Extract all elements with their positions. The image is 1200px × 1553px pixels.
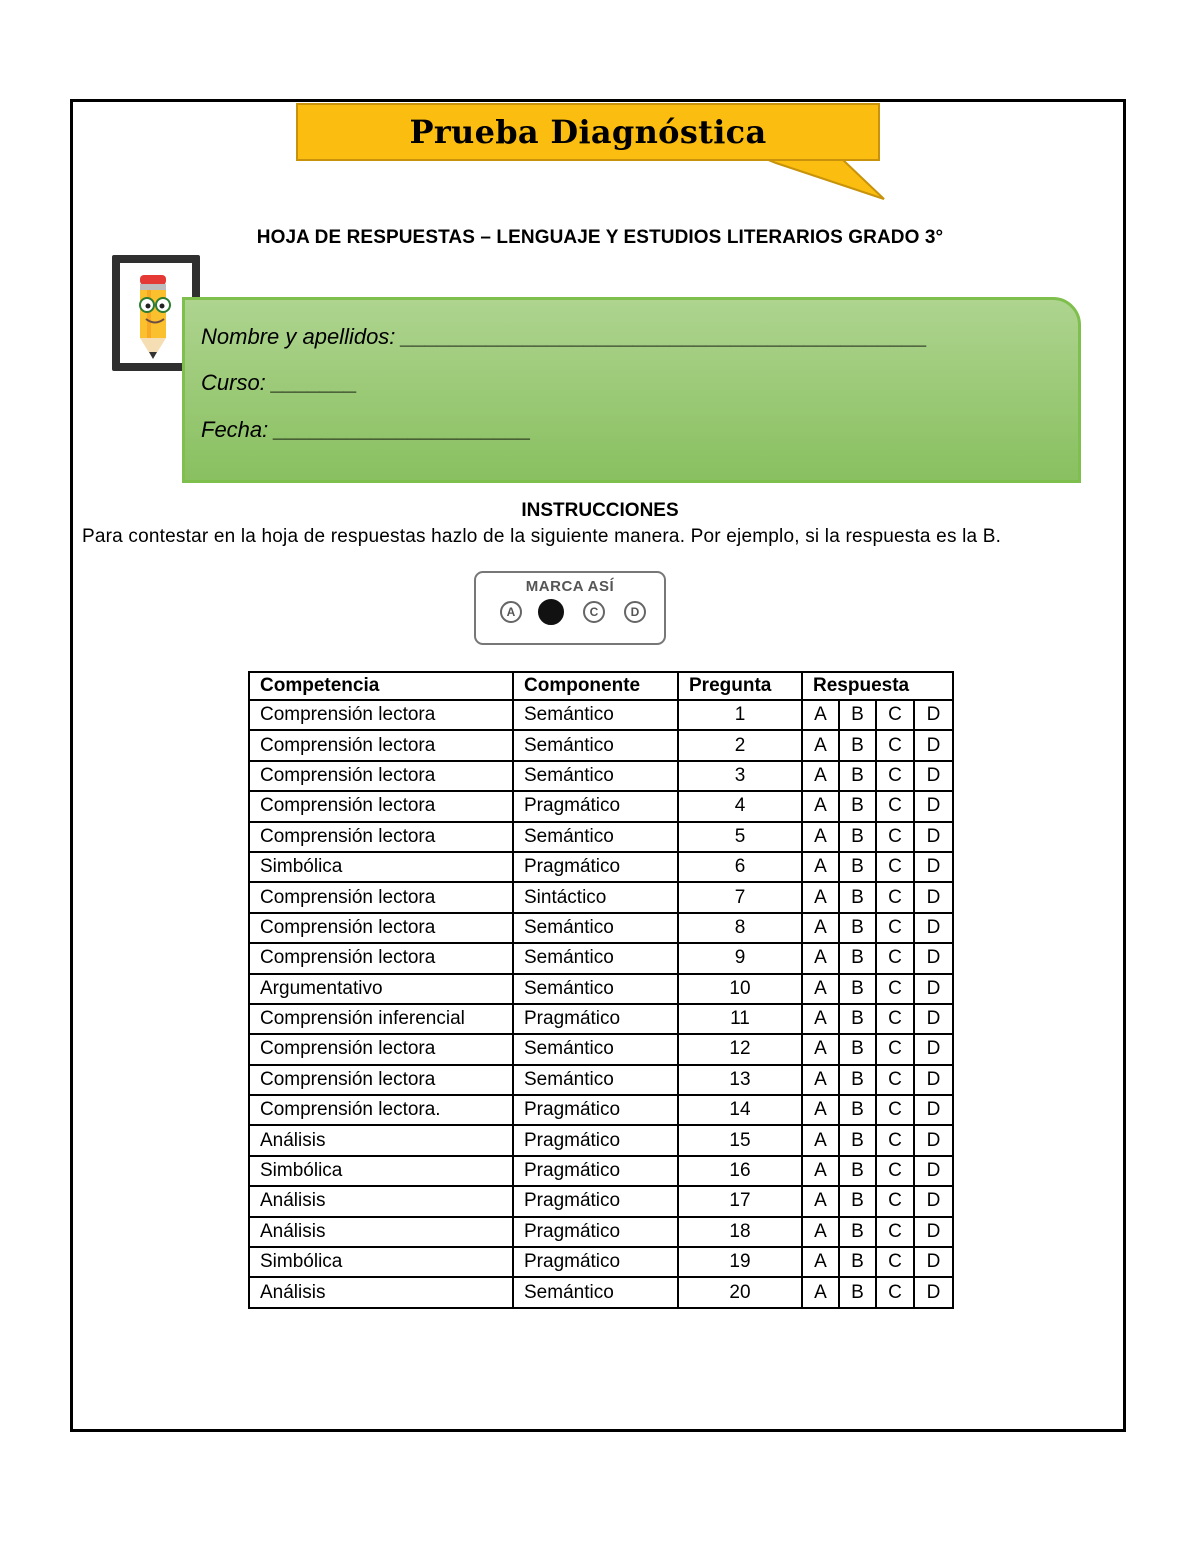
table-row <box>249 1095 953 1125</box>
answer-option-c[interactable]: C <box>876 1095 914 1125</box>
answer-option-a[interactable]: A <box>802 1186 839 1216</box>
answer-option-b[interactable]: B <box>839 1004 876 1034</box>
competencia-cell: Comprensión lectora <box>249 730 513 760</box>
answer-option-a[interactable]: A <box>802 700 839 730</box>
answer-option-b[interactable]: B <box>839 1065 876 1095</box>
pregunta-cell: 20 <box>678 1277 802 1307</box>
answer-table <box>248 671 954 1309</box>
answer-option-d[interactable]: D <box>914 700 953 730</box>
answer-option-c[interactable]: C <box>876 1156 914 1186</box>
example-mark-label: MARCA ASÍ <box>525 578 615 595</box>
answer-option-c[interactable]: C <box>876 791 914 821</box>
banner-box <box>296 103 880 161</box>
table-row <box>249 822 953 852</box>
pregunta-cell: 19 <box>678 1247 802 1277</box>
title-banner <box>296 103 886 203</box>
componente-cell: Pragmático <box>513 852 678 882</box>
componente-cell: Pragmático <box>513 1186 678 1216</box>
componente-cell: Semántico <box>513 943 678 973</box>
student-info-box <box>182 297 1081 483</box>
answer-option-d[interactable]: D <box>914 1277 953 1307</box>
answer-option-b[interactable]: B <box>839 943 876 973</box>
competencia-cell: Comprensión lectora. <box>249 1095 513 1125</box>
table-row <box>249 1156 953 1186</box>
componente-cell: Pragmático <box>513 1156 678 1186</box>
answer-option-a[interactable]: A <box>802 943 839 973</box>
table-header-row <box>249 672 953 700</box>
answer-option-d[interactable]: D <box>914 1034 953 1064</box>
banner-tail-shape <box>766 159 886 203</box>
answer-option-b[interactable]: B <box>839 1034 876 1064</box>
componente-cell: Sintáctico <box>513 882 678 912</box>
answer-option-a[interactable]: A <box>802 913 839 943</box>
answer-option-c[interactable]: C <box>876 822 914 852</box>
answer-option-c[interactable]: C <box>876 1065 914 1095</box>
componente-cell: Semántico <box>513 730 678 760</box>
answer-option-b[interactable]: B <box>839 730 876 760</box>
table-row <box>249 1247 953 1277</box>
example-bubble-c: C <box>583 601 605 623</box>
header-respuesta: Respuesta <box>802 672 953 700</box>
competencia-cell: Comprensión lectora <box>249 913 513 943</box>
date-field[interactable]: Fecha: _____________________ <box>201 417 532 442</box>
table-row <box>249 1186 953 1216</box>
answer-option-b[interactable]: B <box>839 1277 876 1307</box>
answer-option-d[interactable]: D <box>914 1095 953 1125</box>
competencia-cell: Análisis <box>249 1277 513 1307</box>
answer-option-a[interactable]: A <box>802 1247 839 1277</box>
answer-option-b[interactable]: B <box>839 761 876 791</box>
answer-option-b[interactable]: B <box>839 822 876 852</box>
sheet-title: HOJA DE RESPUESTAS – LENGUAJE Y ESTUDIOS LITERARIOS GRADO 3° <box>256 227 944 248</box>
table-row <box>249 1004 953 1034</box>
answer-option-a[interactable]: A <box>802 1125 839 1155</box>
answer-option-c[interactable]: C <box>876 1217 914 1247</box>
answer-option-d[interactable]: D <box>914 1247 953 1277</box>
competencia-cell: Comprensión lectora <box>249 791 513 821</box>
answer-option-b[interactable]: B <box>839 1095 876 1125</box>
pregunta-cell: 16 <box>678 1156 802 1186</box>
pregunta-cell: 2 <box>678 730 802 760</box>
example-bubble-d: D <box>624 601 646 623</box>
answer-option-d[interactable]: D <box>914 882 953 912</box>
answer-option-a[interactable]: A <box>802 1277 839 1307</box>
table-body <box>249 700 953 1308</box>
answer-option-a[interactable]: A <box>802 852 839 882</box>
answer-option-c[interactable]: C <box>876 700 914 730</box>
competencia-cell: Comprensión lectora <box>249 822 513 852</box>
answer-option-c[interactable]: C <box>876 943 914 973</box>
answer-option-c[interactable]: C <box>876 852 914 882</box>
table-row <box>249 761 953 791</box>
answer-option-c[interactable]: C <box>876 1004 914 1034</box>
answer-option-b[interactable]: B <box>839 700 876 730</box>
competencia-cell: Comprensión lectora <box>249 943 513 973</box>
answer-option-b[interactable]: B <box>839 1125 876 1155</box>
answer-option-a[interactable]: A <box>802 974 839 1004</box>
answer-option-c[interactable]: C <box>876 1247 914 1277</box>
answer-option-c[interactable]: C <box>876 1034 914 1064</box>
answer-option-c[interactable]: C <box>876 1125 914 1155</box>
pregunta-cell: 17 <box>678 1186 802 1216</box>
componente-cell: Pragmático <box>513 1217 678 1247</box>
answer-option-c[interactable]: C <box>876 1277 914 1307</box>
componente-cell: Semántico <box>513 913 678 943</box>
answer-option-a[interactable]: A <box>802 1034 839 1064</box>
pregunta-cell: 4 <box>678 791 802 821</box>
answer-option-d[interactable]: D <box>914 943 953 973</box>
answer-option-a[interactable]: A <box>802 1004 839 1034</box>
table-row <box>249 1217 953 1247</box>
componente-cell: Pragmático <box>513 1095 678 1125</box>
componente-cell: Pragmático <box>513 1004 678 1034</box>
table-row <box>249 1277 953 1307</box>
answer-option-a[interactable]: A <box>802 1217 839 1247</box>
example-bubble-b-filled <box>538 599 564 625</box>
answer-option-d[interactable]: D <box>914 1156 953 1186</box>
answer-option-a[interactable]: A <box>802 1156 839 1186</box>
table-row <box>249 943 953 973</box>
header-competencia: Competencia <box>249 672 513 700</box>
table-row <box>249 791 953 821</box>
competencia-cell: Simbólica <box>249 1247 513 1277</box>
answer-option-b[interactable]: B <box>839 1156 876 1186</box>
answer-option-b[interactable]: B <box>839 974 876 1004</box>
answer-option-d[interactable]: D <box>914 730 953 760</box>
competencia-cell: Argumentativo <box>249 974 513 1004</box>
pregunta-cell: 7 <box>678 882 802 912</box>
componente-cell: Semántico <box>513 822 678 852</box>
componente-cell: Semántico <box>513 1034 678 1064</box>
pregunta-cell: 14 <box>678 1095 802 1125</box>
componente-cell: Pragmático <box>513 1247 678 1277</box>
table-row <box>249 882 953 912</box>
componente-cell: Semántico <box>513 761 678 791</box>
pregunta-cell: 15 <box>678 1125 802 1155</box>
competencia-cell: Comprensión lectora <box>249 1034 513 1064</box>
answer-option-a[interactable]: A <box>802 730 839 760</box>
banner-title: Prueba Diagnóstica <box>409 113 767 151</box>
answer-option-d[interactable]: D <box>914 1065 953 1095</box>
competencia-cell: Comprensión inferencial <box>249 1004 513 1034</box>
pregunta-cell: 10 <box>678 974 802 1004</box>
pregunta-cell: 3 <box>678 761 802 791</box>
competencia-cell: Análisis <box>249 1186 513 1216</box>
answer-option-d[interactable]: D <box>914 1125 953 1155</box>
answer-option-a[interactable]: A <box>802 882 839 912</box>
pregunta-cell: 9 <box>678 943 802 973</box>
answer-option-b[interactable]: B <box>839 1247 876 1277</box>
table-row <box>249 974 953 1004</box>
answer-option-b[interactable]: B <box>839 791 876 821</box>
componente-cell: Semántico <box>513 1277 678 1307</box>
answer-option-c[interactable]: C <box>876 913 914 943</box>
competencia-cell: Comprensión lectora <box>249 882 513 912</box>
course-field[interactable]: Curso: _______ <box>201 370 358 395</box>
answer-option-c[interactable]: C <box>876 974 914 1004</box>
example-mark-box <box>474 571 666 645</box>
componente-cell: Semántico <box>513 974 678 1004</box>
pregunta-cell: 8 <box>678 913 802 943</box>
componente-cell: Pragmático <box>513 1125 678 1155</box>
answer-option-b[interactable]: B <box>839 1217 876 1247</box>
answer-option-a[interactable]: A <box>802 822 839 852</box>
competencia-cell: Comprensión lectora <box>249 700 513 730</box>
table-row <box>249 700 953 730</box>
pregunta-cell: 12 <box>678 1034 802 1064</box>
answer-option-a[interactable]: A <box>802 791 839 821</box>
pregunta-cell: 13 <box>678 1065 802 1095</box>
answer-option-c[interactable]: C <box>876 761 914 791</box>
table-row <box>249 1034 953 1064</box>
answer-option-d[interactable]: D <box>914 1186 953 1216</box>
answer-option-a[interactable]: A <box>802 761 839 791</box>
pregunta-cell: 18 <box>678 1217 802 1247</box>
competencia-cell: Análisis <box>249 1125 513 1155</box>
answer-option-c[interactable]: C <box>876 882 914 912</box>
competencia-cell: Simbólica <box>249 852 513 882</box>
answer-option-b[interactable]: B <box>839 882 876 912</box>
componente-cell: Semántico <box>513 700 678 730</box>
competencia-cell: Comprensión lectora <box>249 1065 513 1095</box>
answer-option-d[interactable]: D <box>914 1004 953 1034</box>
table-row <box>249 730 953 760</box>
table-row <box>249 1125 953 1155</box>
pregunta-cell: 5 <box>678 822 802 852</box>
answer-option-a[interactable]: A <box>802 1095 839 1125</box>
answer-option-d[interactable]: D <box>914 1217 953 1247</box>
header-componente: Componente <box>513 672 678 700</box>
answer-option-b[interactable]: B <box>839 852 876 882</box>
componente-cell: Pragmático <box>513 791 678 821</box>
answer-option-d[interactable]: D <box>914 852 953 882</box>
header-pregunta: Pregunta <box>678 672 802 700</box>
pregunta-cell: 11 <box>678 1004 802 1034</box>
instructions-title: INSTRUCCIONES <box>521 500 679 521</box>
instructions-text: Para contestar en la hoja de respuestas hazlo de la siguiente manera. Por ejemplo, si la respuesta es la B. <box>82 526 1002 547</box>
answer-option-d[interactable]: D <box>914 791 953 821</box>
example-bubble-a: A <box>500 601 522 623</box>
competencia-cell: Comprensión lectora <box>249 761 513 791</box>
answer-option-b[interactable]: B <box>839 913 876 943</box>
componente-cell: Semántico <box>513 1065 678 1095</box>
table-row <box>249 852 953 882</box>
table-row <box>249 913 953 943</box>
name-field[interactable]: Nombre y apellidos: ___________________________________________ <box>201 324 928 349</box>
table-row <box>249 1065 953 1095</box>
answer-option-c[interactable]: C <box>876 730 914 760</box>
answer-option-c[interactable]: C <box>876 1186 914 1216</box>
competencia-cell: Análisis <box>249 1217 513 1247</box>
answer-option-d[interactable]: D <box>914 974 953 1004</box>
answer-option-d[interactable]: D <box>914 761 953 791</box>
pregunta-cell: 6 <box>678 852 802 882</box>
answer-option-b[interactable]: B <box>839 1186 876 1216</box>
answer-option-d[interactable]: D <box>914 913 953 943</box>
pregunta-cell: 1 <box>678 700 802 730</box>
answer-option-d[interactable]: D <box>914 822 953 852</box>
competencia-cell: Simbólica <box>249 1156 513 1186</box>
answer-option-a[interactable]: A <box>802 1065 839 1095</box>
